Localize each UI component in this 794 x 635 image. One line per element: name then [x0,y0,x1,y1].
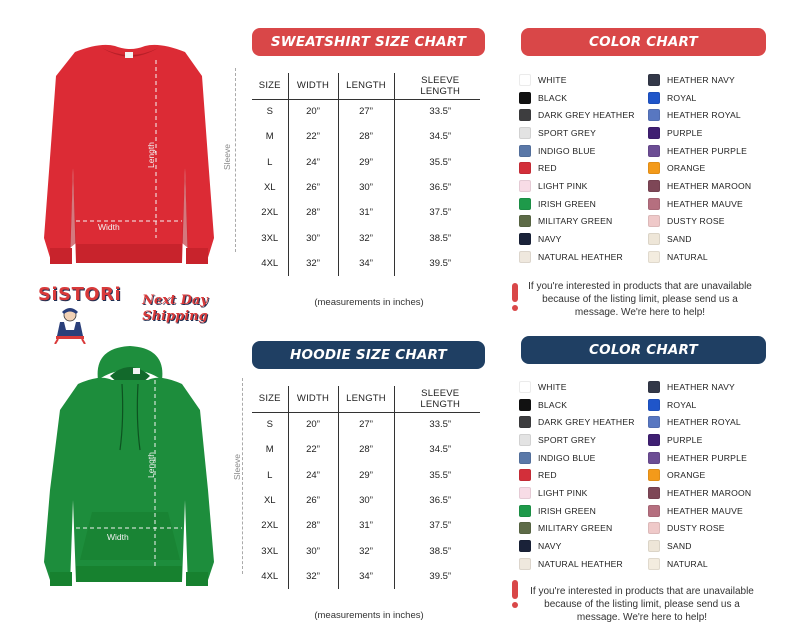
color-name: NATURAL [667,251,708,262]
color-name: DARK GREY HEATHER [538,110,635,121]
color-swatch [648,215,660,227]
color-swatch [519,109,531,121]
width-cell: 20” [288,99,338,124]
color-name: HEATHER MAROON [667,487,752,498]
size-cell: 4XL [261,570,279,582]
shipping-line-1: Next Day [142,293,208,308]
color-name: ROYAL [667,399,697,410]
color-name: SPORT GREY [538,127,597,138]
sleeve-cell: 39.5” [394,251,480,276]
sleeve-cell: 37.5” [394,513,480,538]
color-swatch [648,127,660,139]
length-cell: 29” [338,463,394,488]
exclamation-icon [510,283,520,313]
color-swatch [648,522,660,534]
color-swatch [519,381,531,393]
color-swatch [648,162,660,174]
size-cell: 3XL [261,545,279,557]
color-swatch [519,198,531,210]
color-name: NAVY [538,234,562,245]
color-swatch [519,434,531,446]
length-cell: 34” [338,564,394,589]
sleeve-cell: 33.5” [394,412,480,437]
color-list-right-bottom [648,378,778,573]
length-cell: 27” [338,99,394,124]
sleeve-cell: 39.5” [394,564,480,589]
table-row [252,175,480,200]
hoodie-width-label: Width [107,532,129,542]
color-item [519,159,649,177]
color-item [519,484,649,502]
color-swatch [519,416,531,428]
color-item [648,230,778,248]
color-name: LIGHT PINK [538,180,588,191]
table-row [252,99,480,124]
sweatshirt-size-table [252,73,480,276]
color-item [519,537,649,555]
color-list-left-bottom [519,378,649,573]
color-swatch [648,416,660,428]
sweatshirt-image [30,38,220,270]
color-item [519,89,649,107]
color-item [519,142,649,160]
size-cell: 2XL [261,207,279,219]
column-header-sleeve-length: SLEEVE LENGTH [394,73,480,99]
color-swatch [519,162,531,174]
size-cell: L [267,156,273,168]
color-swatch [648,469,660,481]
color-item [519,555,649,573]
sleeve-cell: 38.5” [394,225,480,250]
color-item [648,195,778,213]
length-cell: 29” [338,150,394,175]
color-swatch [519,469,531,481]
color-item [648,89,778,107]
color-item [648,431,778,449]
table-row [252,124,480,149]
color-item [519,466,649,484]
color-swatch [648,109,660,121]
width-cell: 22” [288,437,338,462]
color-name: INDIGO BLUE [538,452,596,463]
width-cell: 32” [288,564,338,589]
sleeve-cell: 37.5” [394,200,480,225]
color-swatch [519,145,531,157]
sleeve-cell: 35.5” [394,150,480,175]
color-name: WHITE [538,74,567,85]
color-list-right-top [648,71,778,266]
table-row [252,488,480,513]
color-name: NATURAL HEATHER [538,558,623,569]
color-name: RED [538,163,557,174]
width-cell: 32” [288,251,338,276]
color-chart-banner-bottom: COLOR CHART [521,336,766,364]
color-chart-banner-top: COLOR CHART [521,28,766,56]
table-row [252,463,480,488]
column-header-length: LENGTH [338,386,394,412]
color-item [648,396,778,414]
column-header-size: SIZE [252,386,288,412]
color-name: HEATHER ROYAL [667,417,741,428]
availability-message-bottom: If you're interested in products that are unavailable because of the listing limit, please send us a message. We're here to help! [530,586,754,623]
size-cell: 3XL [261,232,279,244]
sweatshirt-size-chart-banner: SWEATSHIRT SIZE CHART [252,28,485,56]
color-item [648,413,778,431]
color-name: BLACK [538,92,568,103]
sleeve-cell: 34.5” [394,437,480,462]
table-row [252,513,480,538]
color-name: MILITARY GREEN [538,523,613,534]
width-cell: 22” [288,124,338,149]
color-swatch [519,452,531,464]
color-swatch [519,540,531,552]
color-swatch [519,127,531,139]
size-cell: M [265,131,274,143]
size-cell: XL [263,495,276,507]
color-swatch [519,558,531,570]
mascot-logo-icon [50,306,90,344]
column-header-sleeve-length: SLEEVE LENGTH [394,386,480,412]
color-name: ORANGE [667,163,706,174]
color-name: HEATHER PURPLE [667,145,748,156]
color-swatch [519,522,531,534]
width-cell: 30” [288,538,338,563]
hoodie-size-chart-banner: HOODIE SIZE CHART [252,341,485,369]
color-name: RED [538,470,557,481]
color-name: LIGHT PINK [538,487,588,498]
width-cell: 24” [288,463,338,488]
color-swatch [648,487,660,499]
length-cell: 31” [338,513,394,538]
table-header-row [252,386,480,412]
color-name: HEATHER PURPLE [667,452,748,463]
table-row [252,437,480,462]
sleeve-cell: 36.5” [394,175,480,200]
sleeve-cell: 35.5” [394,463,480,488]
color-item [648,449,778,467]
width-cell: 20” [288,412,338,437]
color-swatch [519,251,531,263]
width-cell: 28” [288,200,338,225]
color-item [519,396,649,414]
table-row [252,225,480,250]
color-name: INDIGO BLUE [538,145,596,156]
color-item [519,502,649,520]
color-name: HEATHER NAVY [667,74,735,85]
width-cell: 24” [288,150,338,175]
color-item [519,177,649,195]
color-item [648,71,778,89]
color-name: HEATHER MAUVE [667,505,743,516]
availability-message-top: If you're interested in products that are unavailable because of the listing limit, please send us a message. We're here to help! [528,281,752,318]
color-swatch [648,92,660,104]
color-swatch [648,251,660,263]
color-item [519,230,649,248]
color-swatch [519,505,531,517]
length-cell: 27” [338,412,394,437]
color-swatch [519,74,531,86]
width-cell: 26” [288,175,338,200]
sleeve-cell: 36.5” [394,488,480,513]
sweatshirt-width-label: Width [98,222,120,232]
color-name: HEATHER MAUVE [667,198,743,209]
table-header-row [252,73,480,99]
color-swatch [519,233,531,245]
sweatshirt-length-label: Length [146,142,156,168]
color-name: IRISH GREEN [538,198,597,209]
color-item [519,248,649,266]
color-item [648,159,778,177]
color-item [648,484,778,502]
color-name: DUSTY ROSE [667,216,725,227]
color-item [648,248,778,266]
color-swatch [648,505,660,517]
color-item [519,213,649,231]
color-name: ROYAL [667,92,697,103]
table-row [252,412,480,437]
size-cell: 4XL [261,257,279,269]
color-list-left-top [519,71,649,266]
width-cell: 28” [288,513,338,538]
color-item [648,213,778,231]
color-item [648,142,778,160]
hoodie-sleeve-label: Sleeve [232,454,242,480]
color-name: ORANGE [667,470,706,481]
color-swatch [648,198,660,210]
color-swatch [648,558,660,570]
length-cell: 28” [338,124,394,149]
length-cell: 28” [338,437,394,462]
color-name: MILITARY GREEN [538,216,613,227]
size-cell: L [267,469,273,481]
size-cell: M [265,444,274,456]
color-name: PURPLE [667,127,703,138]
size-cell: 2XL [261,520,279,532]
color-name: NATURAL [667,558,708,569]
color-name: IRISH GREEN [538,505,597,516]
table-row [252,200,480,225]
color-name: HEATHER MAROON [667,180,752,191]
hoodie-size-table [252,386,480,589]
color-item [648,378,778,396]
color-swatch [519,399,531,411]
hoodie-sleeve-guide [242,378,243,574]
brand-logo-text: SiSTORi [38,284,122,305]
color-item [648,555,778,573]
color-swatch [648,233,660,245]
color-swatch [648,180,660,192]
color-item [648,466,778,484]
hoodie-length-label: Length [146,452,156,478]
color-swatch [648,399,660,411]
color-swatch [648,145,660,157]
color-item [519,413,649,431]
color-name: DARK GREY HEATHER [538,417,635,428]
color-name: SAND [667,234,692,245]
shipping-line-2: Shipping [142,309,208,324]
sweatshirt-sleeve-guide [235,68,236,252]
color-item [648,106,778,124]
color-item [648,520,778,538]
size-cell: S [266,106,273,118]
width-cell: 30” [288,225,338,250]
hoodie-measurement-note: (measurements in inches) [314,610,424,621]
column-header-length: LENGTH [338,73,394,99]
column-header-size: SIZE [252,73,288,99]
color-swatch [519,180,531,192]
color-item [648,124,778,142]
sleeve-cell: 33.5” [394,99,480,124]
color-swatch [648,381,660,393]
column-header-width: WIDTH [288,386,338,412]
length-cell: 32” [338,225,394,250]
length-cell: 30” [338,175,394,200]
color-item [519,106,649,124]
color-item [519,449,649,467]
length-cell: 32” [338,538,394,563]
table-row [252,564,480,589]
color-swatch [648,434,660,446]
color-swatch [648,74,660,86]
color-item [519,195,649,213]
color-item [519,378,649,396]
table-row [252,538,480,563]
color-item [648,177,778,195]
size-cell: XL [263,182,276,194]
sweatshirt-sleeve-label: Sleeve [222,144,232,170]
color-name: HEATHER ROYAL [667,110,741,121]
color-swatch [519,92,531,104]
column-header-width: WIDTH [288,73,338,99]
color-name: PURPLE [667,434,703,445]
length-cell: 30” [338,488,394,513]
color-item [519,124,649,142]
color-swatch [519,215,531,227]
color-name: SAND [667,541,692,552]
width-cell: 26” [288,488,338,513]
color-item [519,520,649,538]
color-item [519,431,649,449]
color-item [648,502,778,520]
size-cell: S [266,419,273,431]
length-cell: 34” [338,251,394,276]
table-row [252,150,480,175]
color-name: WHITE [538,381,567,392]
sleeve-cell: 34.5” [394,124,480,149]
color-item [648,537,778,555]
length-cell: 31” [338,200,394,225]
color-name: SPORT GREY [538,434,597,445]
color-swatch [519,487,531,499]
next-day-shipping-label [139,293,211,325]
color-name: DUSTY ROSE [667,523,725,534]
table-row [252,251,480,276]
color-swatch [648,452,660,464]
color-swatch [648,540,660,552]
color-name: NATURAL HEATHER [538,251,623,262]
hoodie-image [30,340,220,590]
color-name: HEATHER NAVY [667,381,735,392]
color-item [519,71,649,89]
sweatshirt-measurement-note: (measurements in inches) [314,297,424,308]
exclamation-icon [510,580,520,610]
sleeve-cell: 38.5” [394,538,480,563]
color-name: BLACK [538,399,568,410]
color-name: NAVY [538,541,562,552]
